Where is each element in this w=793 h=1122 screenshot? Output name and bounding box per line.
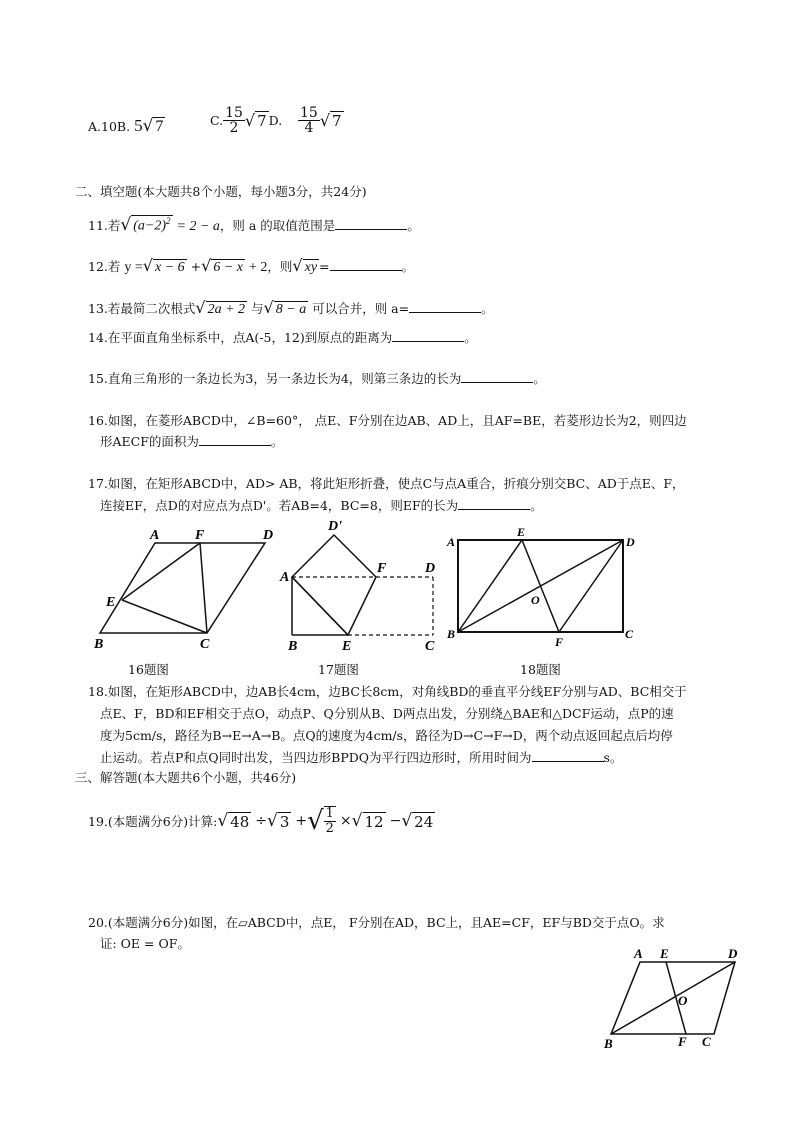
option-c-radicand: 7 xyxy=(257,112,267,130)
q10-options xyxy=(88,116,165,136)
q12-plus: + xyxy=(190,259,202,274)
q12-plus2: + 2 xyxy=(248,260,268,275)
q19-radicand-2: 3 xyxy=(279,812,290,831)
label-f: F xyxy=(377,561,387,576)
q12-suffix: = xyxy=(319,259,330,274)
q18-answer-blank[interactable] xyxy=(532,749,604,762)
label-a: A xyxy=(280,570,290,585)
option-d-fraction xyxy=(298,106,320,135)
option-d-num: 15 xyxy=(300,105,318,121)
q19-frac-den: 2 xyxy=(325,821,334,836)
q13-suffix: 可以合并，则 a= xyxy=(312,301,410,316)
label-f: F xyxy=(678,1034,687,1049)
option-b-label: B. xyxy=(116,119,131,134)
label-o: O xyxy=(531,593,540,607)
q19-frac-num: 1 xyxy=(325,806,334,821)
segment-ec xyxy=(122,600,207,633)
q12-radicand-3: xy xyxy=(304,260,318,275)
q11-inner: (a−2) xyxy=(133,219,167,234)
q11-exponent: 2 xyxy=(166,216,171,227)
label-e: E xyxy=(660,946,669,961)
radical-icon: √ xyxy=(266,811,278,831)
label-b: B xyxy=(447,627,456,641)
question-12 xyxy=(88,256,414,276)
label-e: E xyxy=(517,525,526,539)
question-19 xyxy=(88,806,435,836)
q19-prefix: 19.(本题满分6分)计算: xyxy=(88,814,218,829)
q12-end: 。 xyxy=(401,259,415,274)
q13-answer-blank[interactable] xyxy=(409,300,481,313)
option-c-num: 15 xyxy=(225,105,243,121)
radical-icon: √ xyxy=(195,298,206,317)
fig18-caption: 18题图 xyxy=(520,662,561,677)
fig17-caption: 17题图 xyxy=(318,662,359,677)
q18-line-2: 点E、F，BD和EF相交于点O，动点P、Q分别从B、D两点出发，分别绕△BAE和△DCF运动，点P的速 xyxy=(100,706,674,721)
radical-icon: √ xyxy=(142,116,154,136)
q19-fraction xyxy=(324,806,336,836)
q20-line-2: 证: OE = OF。 xyxy=(100,936,190,951)
label-d: D xyxy=(263,528,274,543)
q13-radicand-1: 2a + 2 xyxy=(207,302,246,317)
section3-heading: 三、解答题(本大题共6个小题，共46分) xyxy=(75,770,297,785)
q11-end: 。 xyxy=(407,218,420,233)
q17-text: 连接EF，点D的对应点为点D'。若AB=4，BC=8，则EF的长为 xyxy=(100,498,459,513)
q12-y: y = xyxy=(124,260,143,275)
q18-line-1: 18.如图，在矩形ABCD中，边AB长4cm，边BC长8cm，对角线BD的垂直平分线EF分别与AD、BC相交于 xyxy=(88,684,687,699)
q11-answer-blank[interactable] xyxy=(335,217,407,230)
label-o: O xyxy=(678,993,688,1008)
q15-text: 15.直角三角形的一条边长为3，另一条边长为4，则第三条边的长为 xyxy=(88,371,462,386)
segment-ef xyxy=(522,540,559,632)
option-c-fraction xyxy=(223,106,245,135)
q18-text: 止运动。若点P和点Q同时出发，当四边形BPDQ为平行四边形时，所用时间为 xyxy=(100,750,532,765)
radical-icon: √ xyxy=(319,111,331,130)
q17-line-2 xyxy=(100,496,543,514)
label-c: C xyxy=(702,1034,711,1049)
option-d-den: 4 xyxy=(304,120,314,136)
q16-end: 。 xyxy=(270,434,284,449)
q17-answer-blank[interactable] xyxy=(458,497,530,510)
q19-radicand-3: 12 xyxy=(364,812,384,831)
q11-prefix: 11.若 xyxy=(88,218,121,233)
option-d-label: D. xyxy=(268,113,283,128)
section2-heading: 二、填空题(本大题共8个小题，每小题3分，共24分) xyxy=(75,184,367,199)
q12-radicand-1: x − 6 xyxy=(154,260,185,275)
radical-icon: √ xyxy=(217,811,229,831)
question-14 xyxy=(88,328,477,346)
radical-icon: √ xyxy=(142,256,153,275)
radical-icon: √ xyxy=(263,298,274,317)
label-a: A xyxy=(150,528,160,543)
option-a: A.10 xyxy=(88,119,117,134)
label-a: A xyxy=(634,946,643,961)
radical-icon: √ xyxy=(307,806,324,836)
q11-radicand xyxy=(131,215,172,235)
option-d xyxy=(298,106,344,135)
q12-mid: ，则 xyxy=(267,259,293,274)
question-15 xyxy=(88,369,546,387)
q13-prefix: 13.若最简二次根式 xyxy=(88,301,196,316)
label-e: E xyxy=(106,595,116,610)
option-c-den: 2 xyxy=(229,120,239,136)
question-11 xyxy=(88,215,420,235)
option-b-coef: 5 xyxy=(134,116,143,135)
q19-radicand-4: 24 xyxy=(414,812,434,831)
figure-18 xyxy=(445,522,645,652)
radical-icon: √ xyxy=(292,256,303,275)
q16-text: 形AECF的面积为 xyxy=(100,434,199,449)
option-d-radicand: 7 xyxy=(332,112,342,130)
label-b: B xyxy=(94,637,104,652)
label-f: F xyxy=(555,635,564,649)
q19-plus: + xyxy=(295,813,308,829)
label-d-prime: D' xyxy=(328,519,342,534)
q17-end: 。 xyxy=(530,498,543,513)
radical-icon: √ xyxy=(120,215,132,235)
q12-prefix: 12.若 xyxy=(88,259,121,274)
q11-rhs: = 2 − a xyxy=(176,219,220,234)
q18-line-4 xyxy=(100,748,622,766)
label-d: D xyxy=(626,535,635,549)
q17-line-1: 17.如图，在矩形ABCD中，AD> AB，将此矩形折叠，使点C与点A重合，折痕分别交BC、AD于点E、F， xyxy=(88,476,685,491)
option-c xyxy=(210,106,282,135)
figure-20 xyxy=(598,942,748,1052)
q11-suffix: ，则 a 的取值范围是 xyxy=(219,218,336,233)
option-b-radicand: 7 xyxy=(155,118,164,135)
label-c: C xyxy=(200,637,210,652)
segment-be xyxy=(458,540,522,632)
radical-icon: √ xyxy=(201,256,212,275)
q16-line-1: 16.如图，在菱形ABCD中，∠B=60°， 点E、F分别在边AB、AD上，且AF=BE，若菱形边长为2，则四边 xyxy=(88,413,687,428)
option-c-label: C. xyxy=(210,113,224,128)
q20-line-1: 20.(本题满分6分)如图，在▱ABCD中，点E， F分别在AD，BC上，且AE=CF，EF与BD交于点O。求 xyxy=(88,915,665,930)
q15-end: 。 xyxy=(533,371,546,386)
label-c: C xyxy=(425,639,435,654)
q14-answer-blank[interactable] xyxy=(392,329,464,342)
q14-end: 。 xyxy=(464,330,477,345)
q13-radicand-2: 8 − a xyxy=(275,302,307,317)
label-b: B xyxy=(288,639,298,654)
label-d: D xyxy=(425,561,436,576)
q19-times: × xyxy=(339,813,352,829)
q12-answer-blank[interactable] xyxy=(330,258,402,271)
q19-minus: − xyxy=(389,813,402,829)
q14-text: 14.在平面直角坐标系中，点A(-5，12)到原点的距离为 xyxy=(88,330,393,345)
label-f: F xyxy=(195,528,205,543)
segment-fd xyxy=(559,540,623,632)
q16-line-2 xyxy=(100,432,283,450)
q19-div: ÷ xyxy=(255,813,267,829)
label-c: C xyxy=(625,627,634,641)
q12-radicand-2: 6 − x xyxy=(213,260,243,275)
radical-icon: √ xyxy=(401,811,413,831)
segment-ef xyxy=(122,543,200,600)
label-e: E xyxy=(342,639,352,654)
q16-answer-blank[interactable] xyxy=(199,433,271,446)
label-b: B xyxy=(604,1036,613,1051)
segment-fc xyxy=(200,543,207,633)
q18-end: s。 xyxy=(603,750,623,765)
radical-icon: √ xyxy=(244,111,256,130)
label-a: A xyxy=(447,535,456,549)
q18-line-3: 度为5cm/s，路径为B→E→A→B。点Q的速度为4cm/s，路径为D→C→F→D，两个动点返回起点后均停 xyxy=(100,728,673,743)
figure-17 xyxy=(278,515,448,655)
q15-answer-blank[interactable] xyxy=(461,370,533,383)
q13-end: 。 xyxy=(481,301,494,316)
q19-radicand-1: 48 xyxy=(230,812,250,831)
fig16-caption: 16题图 xyxy=(128,662,169,677)
question-13 xyxy=(88,298,494,318)
label-d: D xyxy=(728,946,738,961)
segment-ae xyxy=(292,577,348,635)
radical-icon: √ xyxy=(351,811,363,831)
figure-16 xyxy=(90,520,290,655)
q13-mid: 与 xyxy=(251,301,264,316)
